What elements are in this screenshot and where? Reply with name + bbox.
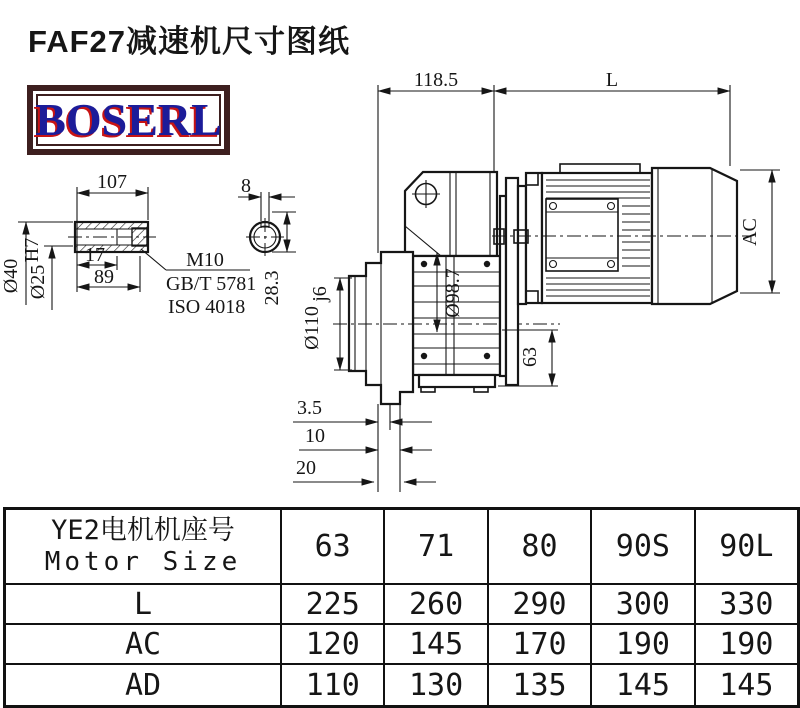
ac-dimension [739,170,780,293]
dim-key-width: 8 [241,175,251,197]
table-header-size-90l: 90L [694,510,797,583]
table-cell-ad-80: 135 [487,663,590,705]
dim-shaft-length: 107 [97,171,127,193]
dim-bore-dia: Ø25 [27,264,49,300]
dim-flange-1: 3.5 [297,397,322,419]
table-row-label-l: L [6,583,280,623]
dim-center-height: 63 [519,347,541,367]
boserl-logo-text: BOSERL [35,94,222,145]
dim-shaft-step: 17 [85,244,105,266]
table-cell-l-80: 290 [487,583,590,623]
table-cell-ad-90l: 145 [694,663,797,705]
table-header-cn: YE2电机机座号 [51,514,235,546]
standard-gbt: GB/T 5781 [166,273,257,295]
standard-iso: ISO 4018 [168,296,246,318]
table-header-size-90s: 90S [590,510,693,583]
table-header-motor-size [6,510,280,583]
dim-pilot-tolerance: j6 [309,286,331,302]
dim-flange-2: 10 [305,425,325,447]
dim-motor-dia: AC [739,218,761,246]
table-cell-l-90l: 330 [694,583,797,623]
motor-size-table [3,507,800,708]
table-cell-ac-90l: 190 [694,623,797,663]
page-title: FAF27减速机尺寸图纸 [28,24,351,59]
table-cell-l-90s: 300 [590,583,693,623]
dim-motor-length: L [605,69,619,91]
shaft-detail-view [0,171,256,318]
dim-outer-dia: Ø40 [0,258,22,294]
table-cell-ac-90s: 190 [590,623,693,663]
table-cell-l-63: 225 [280,583,383,623]
table-cell-ad-90s: 145 [590,663,693,705]
table-cell-ac-80: 170 [487,623,590,663]
dim-recess-dia: Ø98.7 [442,268,464,318]
table-cell-ad-71: 130 [383,663,486,705]
flange-thickness-dimensions [293,397,436,492]
table-header-en: Motor Size [44,547,242,578]
thread-callout: M10 [186,249,224,271]
table-row-label-ad: AD [6,663,280,705]
table-cell-l-71: 260 [383,583,486,623]
dim-flange-3: 20 [296,457,316,479]
table-cell-ac-63: 120 [280,623,383,663]
dim-hub-length: 89 [94,266,114,288]
table-header-size-80: 80 [487,510,590,583]
table-cell-ad-63: 110 [280,663,383,705]
table-header-size-71: 71 [383,510,486,583]
table-cell-ac-71: 145 [383,623,486,663]
dim-key-height: 28.3 [261,270,283,306]
table-row-label-ac: AC [6,623,280,663]
dim-bore-tolerance: H7 [21,237,43,263]
table-header-size-63: 63 [280,510,383,583]
dim-flange-to-motor: 118.5 [413,69,459,91]
dim-pilot-dia: Ø110 [301,306,323,350]
main-assembly-view [293,69,780,492]
